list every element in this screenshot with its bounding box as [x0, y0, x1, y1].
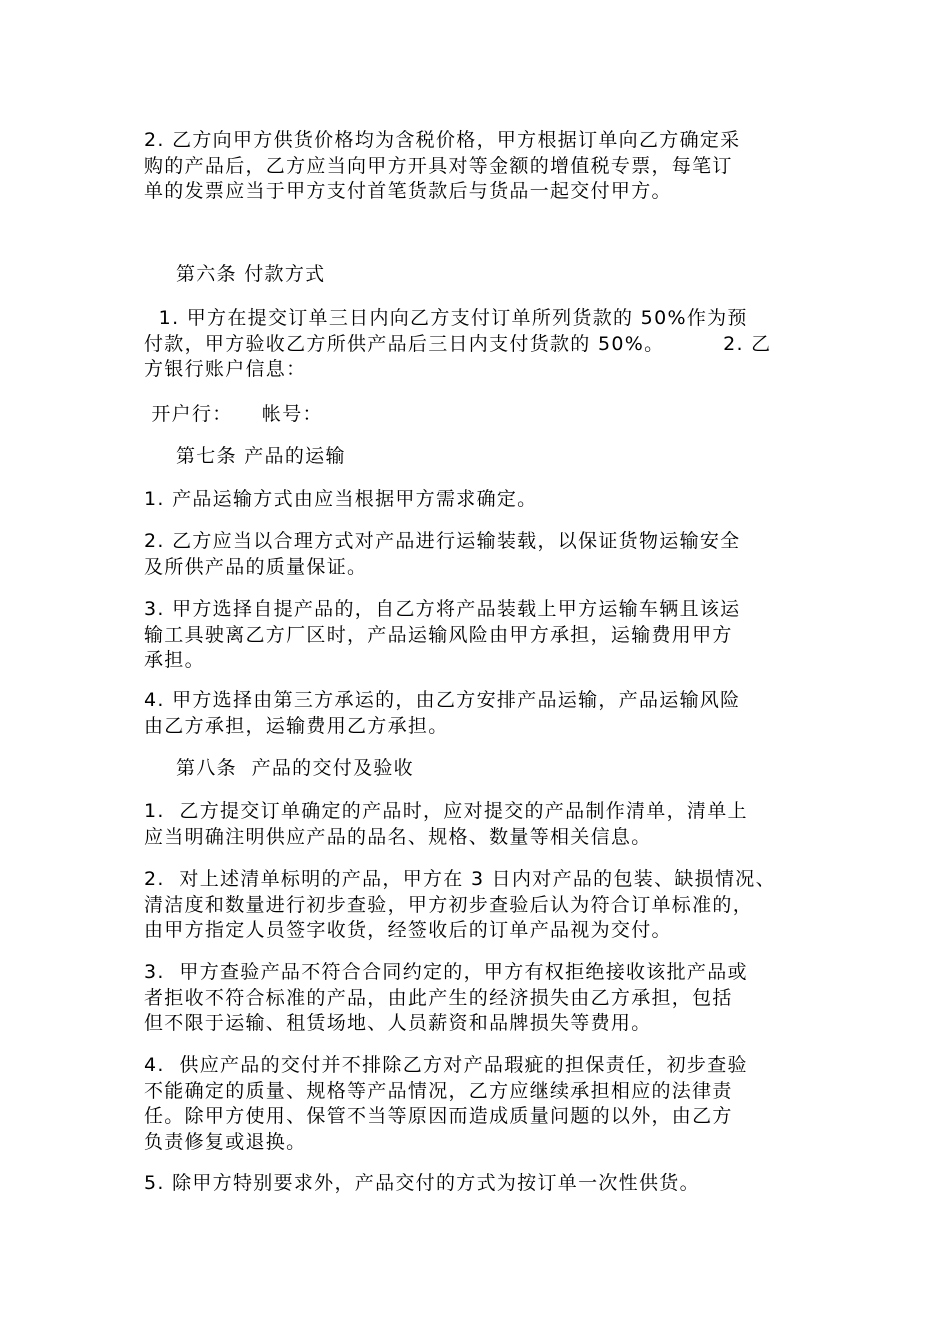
text-line: 及所供产品的质量保证。: [144, 555, 368, 578]
paragraph-8-4: [144, 1053, 804, 1155]
text-line: 由乙方承担，运输费用乙方承担。: [144, 714, 449, 737]
text-line: 方银行账户信息：: [144, 358, 307, 380]
text-line: 应当明确注明供应产品的品名、规格、数量等相关信息。: [144, 825, 652, 848]
text-line: 3. 甲方查验产品不符合合同约定的，甲方有权拒绝接收该批产品或: [144, 961, 748, 983]
text-line: 2. 对上述清单标明的产品，甲方在 3 日内对产品的包装、缺损情况、: [144, 868, 776, 890]
text-line: 4. 甲方选择由第三方承运的，由乙方安排产品运输，产品运输风险: [144, 689, 741, 711]
text-line: 但不限于运输、租赁场地、人员薪资和品牌损失等费用。: [144, 1012, 652, 1034]
text-line: 3. 甲方选择自提产品的，自乙方将产品装载上甲方运输车辆且该运: [144, 598, 741, 620]
text-line: 2. 乙方应当以合理方式对产品进行运输装载，以保证货物运输安全: [144, 530, 741, 552]
text-line: 1. 乙方提交订单确定的产品时，应对提交的产品制作清单，清单上: [144, 800, 748, 822]
text-line: 购的产品后，乙方应当向甲方开具对等金额的增值税专票，每笔订: [144, 154, 733, 177]
paragraph-7-1: [144, 487, 804, 513]
paragraph-8-2: [144, 867, 804, 944]
paragraph-8-5: [144, 1171, 804, 1197]
paragraph-5-2: [144, 128, 804, 205]
article-6-heading: 第六条 付款方式: [176, 263, 326, 285]
article-7-heading: 第七条 产品的运输: [176, 445, 346, 467]
text-line: 1. 产品运输方式由应当根据甲方需求确定。: [144, 488, 538, 510]
text-line: 者拒收不符合标准的产品，由此产生的经济损失由乙方承担，包括: [144, 986, 733, 1009]
text-line: 5. 除甲方特别要求外，产品交付的方式为按订单一次性供货。: [144, 1172, 700, 1194]
bank-account-info: 开户行： 帐号：: [144, 403, 323, 425]
text-line: 负责修复或退换。: [144, 1130, 307, 1153]
text-line: 2. 乙方向甲方供货价格均为含税价格，甲方根据订单向乙方确定采: [144, 129, 741, 151]
text-line: 清洁度和数量进行初步查验，甲方初步查验后认为符合订单标准的，: [144, 893, 754, 916]
paragraph-7-2: [144, 529, 804, 580]
text-line: 付款，甲方验收乙方所供产品后三日内支付货款的 50%。 2. 乙: [144, 332, 772, 355]
text-line: 由甲方指定人员签字收货，经签收后的订单产品视为交付。: [144, 919, 672, 941]
paragraph-8-3: [144, 960, 804, 1037]
text-line: 4. 供应产品的交付并不排除乙方对产品瑕疵的担保责任，初步查验: [144, 1054, 748, 1076]
text-line: 单的发票应当于甲方支付首笔货款后与货品一起交付甲方。: [144, 180, 672, 202]
text-line: 输工具驶离乙方厂区时，产品运输风险由甲方承担，运输费用甲方: [144, 623, 733, 646]
text-line: 承担。: [144, 649, 205, 671]
text-line: 1. 甲方在提交订单三日内向乙方支付订单所列货款的 50%作为预: [144, 307, 748, 329]
paragraph-7-4: [144, 688, 804, 739]
article-8-heading: 第八条 产品的交付及验收: [176, 757, 414, 779]
text-line: 不能确定的质量、规格等产品情况，乙方应继续承担相应的法律责: [144, 1079, 733, 1102]
paragraph-7-3: [144, 597, 804, 674]
paragraph-6-1: [144, 306, 804, 383]
paragraph-8-1: [144, 799, 804, 850]
text-line: 任。除甲方使用、保管不当等原因而造成质量问题的以外，由乙方: [144, 1105, 733, 1127]
